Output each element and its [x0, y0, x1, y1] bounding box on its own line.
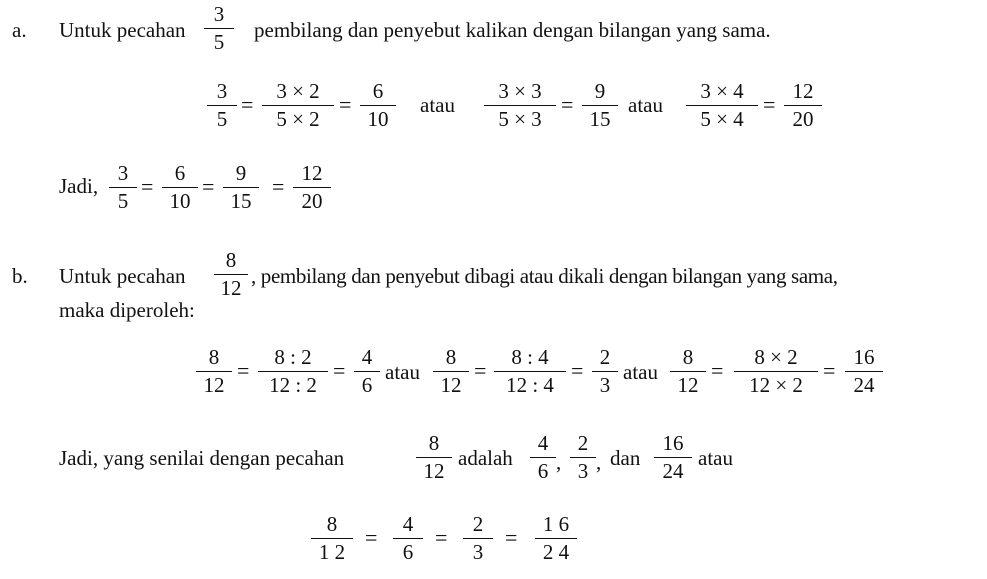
denominator: 10: [367, 107, 389, 131]
equals-sign: =: [237, 358, 250, 383]
fraction-bar: [360, 105, 396, 106]
denominator: 3: [577, 459, 589, 483]
fraction-bar: [416, 457, 452, 458]
fraction: [784, 76, 822, 134]
fraction: [570, 428, 596, 486]
numerator: 8: [445, 345, 457, 369]
equals-sign: =: [505, 525, 518, 550]
fraction: [207, 76, 237, 134]
jadi-text-b: Jadi, yang senilai dengan pecahan: [59, 446, 345, 470]
atau-text: atau: [385, 360, 420, 384]
equals-sign: =: [365, 525, 378, 550]
fraction: [582, 76, 618, 134]
numerator: 6: [174, 161, 186, 185]
equals-sign: =: [141, 174, 154, 199]
numerator: 8: [326, 512, 338, 536]
numerator: 8 : 4: [511, 345, 549, 369]
fraction-bar: [845, 371, 883, 372]
numerator: 8: [682, 345, 694, 369]
numerator: 3: [216, 79, 228, 103]
fraction: [686, 76, 758, 134]
fraction: [592, 342, 618, 400]
fraction-bar: [162, 187, 198, 188]
fraction-bar: [258, 371, 328, 372]
numerator: 4: [537, 431, 549, 455]
numerator: 6: [372, 79, 384, 103]
fraction-bar: [109, 187, 137, 188]
fraction: [258, 342, 328, 400]
atau-text: atau: [628, 93, 663, 117]
fraction-bar: [463, 538, 493, 539]
numerator: 8: [428, 431, 440, 455]
numerator: 3 × 3: [498, 79, 542, 103]
equals-sign: =: [333, 358, 346, 383]
denominator: 1 2: [318, 540, 346, 564]
denominator: 6: [402, 540, 414, 564]
comma: ,: [596, 450, 602, 474]
denominator: 5 × 2: [276, 107, 320, 131]
equals-sign: =: [339, 92, 352, 117]
equals-sign: =: [571, 358, 584, 383]
adalah-text: adalah: [458, 446, 513, 470]
denominator: 5 × 3: [498, 107, 542, 131]
atau-text: atau: [698, 446, 733, 470]
denominator: 3: [599, 373, 611, 397]
fraction: [416, 428, 452, 486]
fraction-bar: [311, 538, 353, 539]
denominator: 2 4: [542, 540, 570, 564]
denominator: 24: [662, 459, 684, 483]
numerator: 2: [599, 345, 611, 369]
fraction: [734, 342, 818, 400]
equals-sign: =: [241, 92, 254, 117]
denominator: 5 × 4: [700, 107, 744, 131]
fraction: [293, 158, 331, 216]
equals-sign: =: [763, 92, 776, 117]
denominator: 5: [117, 189, 129, 213]
fraction-bar: [484, 105, 556, 106]
fraction: [535, 509, 577, 567]
numerator: 4: [361, 345, 373, 369]
intro-text-a-end: pembilang dan penyebut kalikan dengan bilangan yang sama.: [254, 18, 771, 42]
equals-sign: =: [474, 358, 487, 383]
intro-text-b-line2: maka diperoleh:: [59, 298, 195, 322]
numerator: 12: [301, 161, 323, 185]
numerator: 1 6: [542, 512, 570, 536]
equals-sign: =: [202, 174, 215, 199]
fraction: [530, 428, 556, 486]
fraction-bar: [570, 457, 596, 458]
intro-text-b-end: , pembilang dan penyebut dibagi atau dikali dengan bilangan yang sama,: [251, 264, 838, 288]
numerator: 16: [662, 431, 684, 455]
intro-text-a: Untuk pecahan: [59, 18, 186, 42]
numerator: 9: [594, 79, 606, 103]
numerator: 8: [208, 345, 220, 369]
fraction-bar: [535, 538, 577, 539]
atau-text: atau: [623, 360, 658, 384]
numerator: 4: [402, 512, 414, 536]
numerator: 2: [577, 431, 589, 455]
denominator: 12 × 2: [749, 373, 803, 397]
jadi-label-a: Jadi,: [59, 174, 99, 198]
fraction-bar: [686, 105, 758, 106]
fraction: [494, 342, 566, 400]
intro-fraction-a: [204, 4, 234, 52]
equals-sign: =: [823, 358, 836, 383]
denominator: 12: [440, 373, 462, 397]
fraction-bar: [654, 457, 692, 458]
fraction: [360, 76, 396, 134]
denominator: 12: [677, 373, 699, 397]
fraction-bar: [784, 105, 822, 106]
denominator: 12 : 4: [506, 373, 554, 397]
fraction-bar: [262, 105, 334, 106]
numerator: 16: [853, 345, 875, 369]
equals-sign: =: [711, 358, 724, 383]
fraction: [484, 76, 556, 134]
fraction-bar: [207, 105, 237, 106]
numerator: 3 × 2: [276, 79, 320, 103]
fraction-bar: [530, 457, 556, 458]
fraction: [162, 158, 198, 216]
numerator: 3: [117, 161, 129, 185]
fraction: [262, 76, 334, 134]
denominator: 24: [853, 373, 875, 397]
denominator: 12: [423, 459, 445, 483]
fraction-bar: [223, 187, 259, 188]
fraction: [109, 158, 137, 216]
numerator: 3 × 4: [700, 79, 744, 103]
denominator: 6: [361, 373, 373, 397]
fraction: [354, 342, 380, 400]
intro-text-b: Untuk pecahan: [59, 264, 186, 288]
fraction: [196, 342, 232, 400]
denominator: 6: [537, 459, 549, 483]
denominator: 12: [220, 276, 242, 300]
item-marker-b: b.: [12, 264, 28, 288]
denominator: 12: [203, 373, 225, 397]
fraction-bar: [354, 371, 380, 372]
fraction-bar: [494, 371, 566, 372]
denominator: 5: [213, 30, 225, 54]
numerator: 12: [792, 79, 814, 103]
denominator: 20: [301, 189, 323, 213]
denominator: 15: [230, 189, 252, 213]
numerator: 9: [235, 161, 247, 185]
fraction: [393, 509, 423, 567]
fraction: [463, 509, 493, 567]
fraction-bar: [433, 371, 469, 372]
denominator: 10: [169, 189, 191, 213]
numerator: 8 × 2: [754, 345, 798, 369]
fraction-bar: [214, 274, 248, 275]
fraction-bar: [393, 538, 423, 539]
atau-text: atau: [420, 93, 455, 117]
numerator: 2: [472, 512, 484, 536]
numerator: 8 : 2: [274, 345, 312, 369]
denominator: 12 : 2: [269, 373, 317, 397]
intro-fraction-b: [214, 250, 248, 298]
numerator: 3: [213, 2, 225, 26]
fraction-bar: [196, 371, 232, 372]
denominator: 15: [589, 107, 611, 131]
equals-sign: =: [561, 92, 574, 117]
fraction-bar: [592, 371, 618, 372]
item-marker-a: a.: [12, 18, 27, 42]
fraction: [433, 342, 469, 400]
fraction: [845, 342, 883, 400]
fraction: [311, 509, 353, 567]
denominator: 20: [792, 107, 814, 131]
fraction: [670, 342, 706, 400]
equals-sign: =: [435, 525, 448, 550]
equals-sign: =: [272, 174, 285, 199]
denominator: 5: [216, 107, 228, 131]
fraction: [223, 158, 259, 216]
fraction-bar: [670, 371, 706, 372]
numerator: 8: [225, 248, 237, 272]
fraction-bar: [204, 28, 234, 29]
denominator: 3: [472, 540, 484, 564]
fraction-bar: [582, 105, 618, 106]
fraction: [654, 428, 692, 486]
fraction-bar: [293, 187, 331, 188]
comma: ,: [556, 450, 562, 474]
fraction-bar: [734, 371, 818, 372]
dan-text: dan: [610, 446, 641, 470]
